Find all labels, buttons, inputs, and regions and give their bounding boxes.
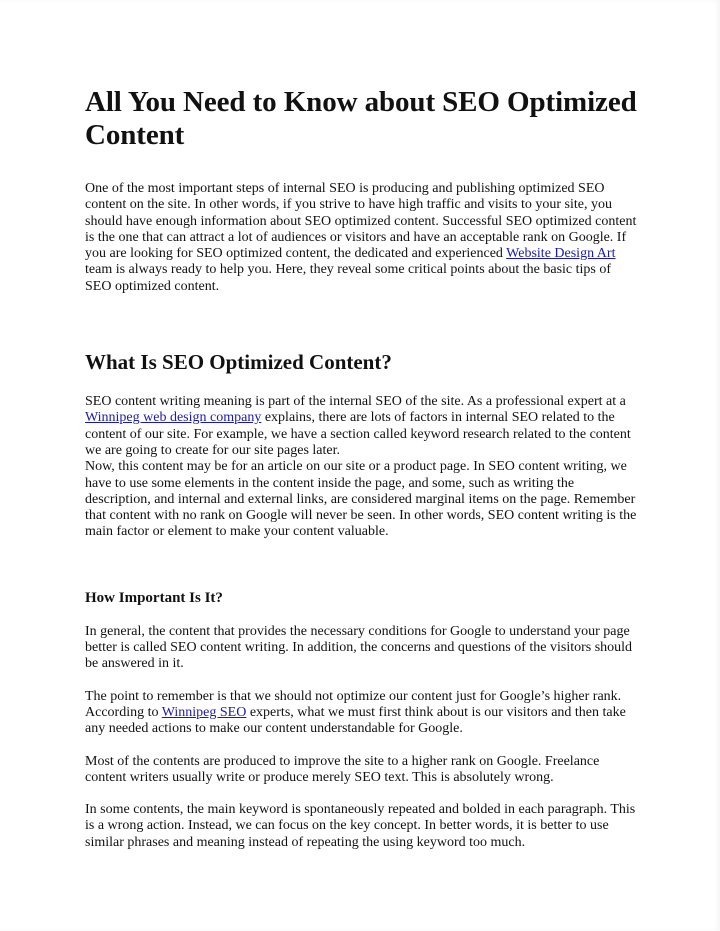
section-1-paragraph-2: Now, this content may be for an article on our site or a product page. In SEO content writing, we have to use some elements in the content inside the page, and some, such as writing the description, and internal and external links, are considered marginal items on the page. Remember that content with no rank on Google will never be seen. In other words, SEO content writing is the main factor or element to make your content valuable.: [85, 459, 637, 540]
intro-text-1: One of the most important steps of internal SEO is producing and publishing optimized SEO content on the site. In other words, if you strive to have high traffic and visits to your site, you should have enough information about SEO optimized content. Successful SEO optimized content is the one that can attract a lot of audiences or visitors and have an acceptable rank on Google. If you are looking for SEO optimized content, the dedicated and experienced: [85, 181, 637, 262]
section-heading-how-important: How Important Is It?: [85, 589, 223, 606]
section-2-paragraph-2: [85, 689, 637, 738]
winnipeg-web-design-link[interactable]: Winnipeg web design company: [85, 410, 262, 426]
section-2-paragraph-1: In general, the content that provides the necessary conditions for Google to understand your page better is called SEO content writing. In addition, the concerns and questions of the visitors should be answered in it.: [85, 623, 633, 672]
document-body: [85, 86, 637, 851]
section-2-p2-text-1: The point to remember is that we should not optimize our content just for Google’s higher rank. According to: [85, 688, 622, 720]
intro-text-2: team is always ready to help you. Here, they reveal some critical points about the basic tips of SEO optimized content.: [85, 262, 612, 294]
website-design-art-link[interactable]: Website Design Art: [506, 246, 616, 262]
winnipeg-seo-link[interactable]: Winnipeg SEO: [161, 704, 247, 720]
section-2-paragraph-3: Most of the contents are produced to improve the site to a higher rank on Google. Freelance content writers usually write or produce merely SEO text. This is absolutely wrong.: [85, 753, 600, 785]
page-title: All You Need to Know about SEO Optimized Content: [85, 86, 637, 151]
section-2-paragraph-4: In some contents, the main keyword is spontaneously repeated and bolded in each paragraph. This is a wrong action. Instead, we can focus on the key concept. In better words, it is better to use similar phrases and meaning instead of repeating the using keyword too much.: [85, 802, 636, 850]
section-1-p1-text-2: explains, there are lots of factors in internal SEO related to the content of our site. For example, we have a section called keyword research related to the content we are going to create for our site pages later.: [85, 410, 631, 458]
section-1-paragraph-1: [85, 394, 637, 459]
intro-paragraph: [85, 181, 637, 295]
section-1-p1-text-1: SEO content writing meaning is part of the internal SEO of the site. As a professional expert at a: [85, 394, 626, 410]
section-heading-what-is: What Is SEO Optimized Content?: [85, 350, 392, 375]
section-2-p2-text-2: experts, what we must first think about is our visitors and then take any needed actions to make our content understandable for Google.: [85, 704, 626, 737]
